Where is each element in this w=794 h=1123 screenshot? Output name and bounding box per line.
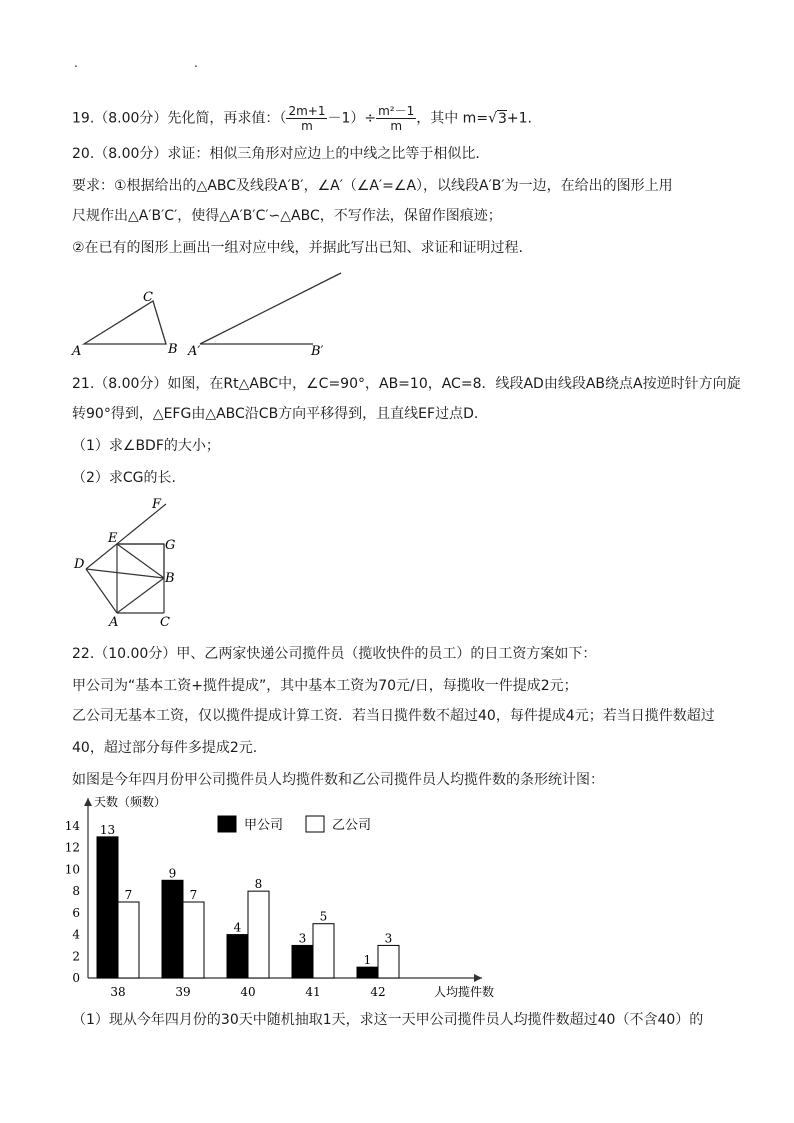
q20-line-3: 尺规作出△A′B′C′，使得△A′B′C′∽△ABC，不写作法，保留作图痕迹； <box>72 208 502 224</box>
y-axis-label: 天数（频数） <box>94 795 167 809</box>
bar-value-label: 13 <box>99 822 116 837</box>
q21-line-3: （1）求∠BDF的大小； <box>72 438 220 454</box>
q22-line-4: 40，超过部分每件多提成2元. <box>72 740 258 756</box>
q21-line-1: 21.（8.00分）如图，在Rt△ABC中，∠C=90°，AB=10，AC=8．线段AD由线段AB绕点A按逆时针方向旋 <box>72 376 741 392</box>
q22-line-5: 如图是今年四月份甲公司揽件员人均揽件数和乙公司揽件员人均揽件数的条形统计图： <box>72 772 604 788</box>
label-b: B <box>168 342 178 357</box>
y-tick-label: 6 <box>72 905 80 920</box>
bar-yi <box>313 924 334 978</box>
label-c2: C <box>160 615 170 630</box>
header-dot-left: . <box>74 56 78 70</box>
bar-value-label: 8 <box>254 877 263 892</box>
q19-where: ，其中 m= <box>416 110 489 127</box>
q19-frac2-numerator: m²－1 <box>378 104 415 118</box>
triangle-abc <box>84 301 166 344</box>
legend-label-jia: 甲公司 <box>244 818 284 833</box>
q22-line-6: （1）现从今年四月份的30天中随机抽取1天，求这一天甲公司揽件员人均揽件数超过40（不含40）的 <box>72 1012 704 1028</box>
y-tick-label: 12 <box>64 840 80 855</box>
label-a2: A <box>109 615 119 630</box>
q22-line-1: 22.（10.00分）甲、乙两家快递公司揽件员（揽收快件的员工）的日工资方案如下： <box>72 646 597 662</box>
legend-swatch-jia <box>218 816 236 832</box>
bar-chart <box>0 790 560 1005</box>
q19-prefix: 19.（8.00分）先化简，再求值：（ <box>72 110 287 127</box>
q21-line-4: （2）求CG的长. <box>72 470 176 486</box>
bar-jia <box>357 967 378 978</box>
x-tick-label: 42 <box>370 985 386 999</box>
sqrt-symbol: √ <box>488 110 497 127</box>
q20-line-4: ②在已有的图形上画出一组对应中线，并据此写出已知、求证和证明过程. <box>72 240 523 256</box>
q19-tail: +1. <box>506 110 532 127</box>
bar-yi <box>248 891 269 978</box>
label-g: G <box>165 538 176 553</box>
y-tick-label: 0 <box>72 971 80 985</box>
ray-a-prime <box>200 273 341 344</box>
legend-swatch-yi <box>306 816 324 832</box>
x-axis-arrow <box>474 974 482 982</box>
bar-yi <box>378 945 399 978</box>
q19-fraction-1 <box>286 104 327 133</box>
bar-yi <box>183 902 204 978</box>
label-a: A <box>72 344 82 359</box>
q20-line-1: 20.（8.00分）求证：相似三角形对应边上的中线之比等于相似比. <box>72 146 480 162</box>
label-f: F <box>152 497 162 512</box>
q19-frac1-numerator: 2m+1 <box>288 104 326 118</box>
label-e: E <box>108 531 118 546</box>
q21-figure <box>0 492 794 630</box>
q19-frac1-denominator: m <box>301 119 313 133</box>
bar-value-label: 3 <box>298 931 307 946</box>
q21-line-2: 转90°得到，△EFG由△ABC沿CB方向平移得到，且直线EF过点D. <box>72 406 479 422</box>
segment-db <box>86 569 164 578</box>
bar-value-label: 7 <box>124 888 133 902</box>
segment-da <box>86 569 117 613</box>
label-b2: B <box>165 571 175 586</box>
bar-jia <box>97 837 118 978</box>
bar-value-label: 1 <box>363 953 372 968</box>
y-tick-label: 14 <box>64 819 80 833</box>
legend-label-yi: 乙公司 <box>332 818 372 833</box>
y-tick-label: 10 <box>64 862 80 877</box>
x-tick-label: 39 <box>175 985 191 999</box>
x-tick-label: 40 <box>240 985 256 999</box>
y-axis-arrow <box>84 798 92 806</box>
bar-value-label: 3 <box>384 931 393 946</box>
bar-yi <box>118 902 139 978</box>
label-c: C <box>143 290 153 305</box>
segment-ab <box>117 578 164 613</box>
q20-line-2: 要求：①根据给出的△ABC及线段A′B′，∠A′（∠A′=∠A），以线段A′B′为一边，在给出的图形上用 <box>72 178 673 194</box>
y-tick-label: 4 <box>72 927 80 942</box>
x-tick-label: 38 <box>110 985 126 999</box>
y-tick-label: 2 <box>72 949 80 964</box>
q19-fraction-2 <box>376 104 416 133</box>
line-df <box>86 504 166 569</box>
x-tick-label: 41 <box>305 985 321 999</box>
bar-jia <box>227 935 248 978</box>
x-axis-label: 人均揽件数 <box>434 985 495 999</box>
bar-jia <box>292 945 313 978</box>
question-19 <box>72 104 532 133</box>
q19-sqrt-arg: 3 <box>497 110 507 127</box>
label-a-prime: A′ <box>188 344 201 359</box>
q22-line-2: 甲公司为“基本工资+揽件提成”，其中基本工资为70元/日，每揽收一件提成2元； <box>72 678 578 694</box>
q20-figure <box>0 260 794 365</box>
label-b-prime: B′ <box>311 344 324 359</box>
q19-frac2-denominator: m <box>390 119 403 133</box>
bar-value-label: 5 <box>319 909 328 924</box>
bar-value-label: 7 <box>189 888 198 902</box>
q21-figure-lines <box>86 504 166 613</box>
q19-minus-one: －1）÷ <box>327 110 377 127</box>
header-dot-right: . <box>194 56 198 70</box>
y-tick-label: 8 <box>72 884 80 899</box>
bar-value-label: 9 <box>168 866 177 881</box>
q22-line-3: 乙公司无基本工资，仅以揽件提成计算工资．若当日揽件数不超过40，每件提成4元；若当日揽件数超过 <box>72 708 715 724</box>
bar-jia <box>162 880 183 978</box>
bar-value-label: 4 <box>233 920 242 935</box>
label-d: D <box>74 557 85 572</box>
